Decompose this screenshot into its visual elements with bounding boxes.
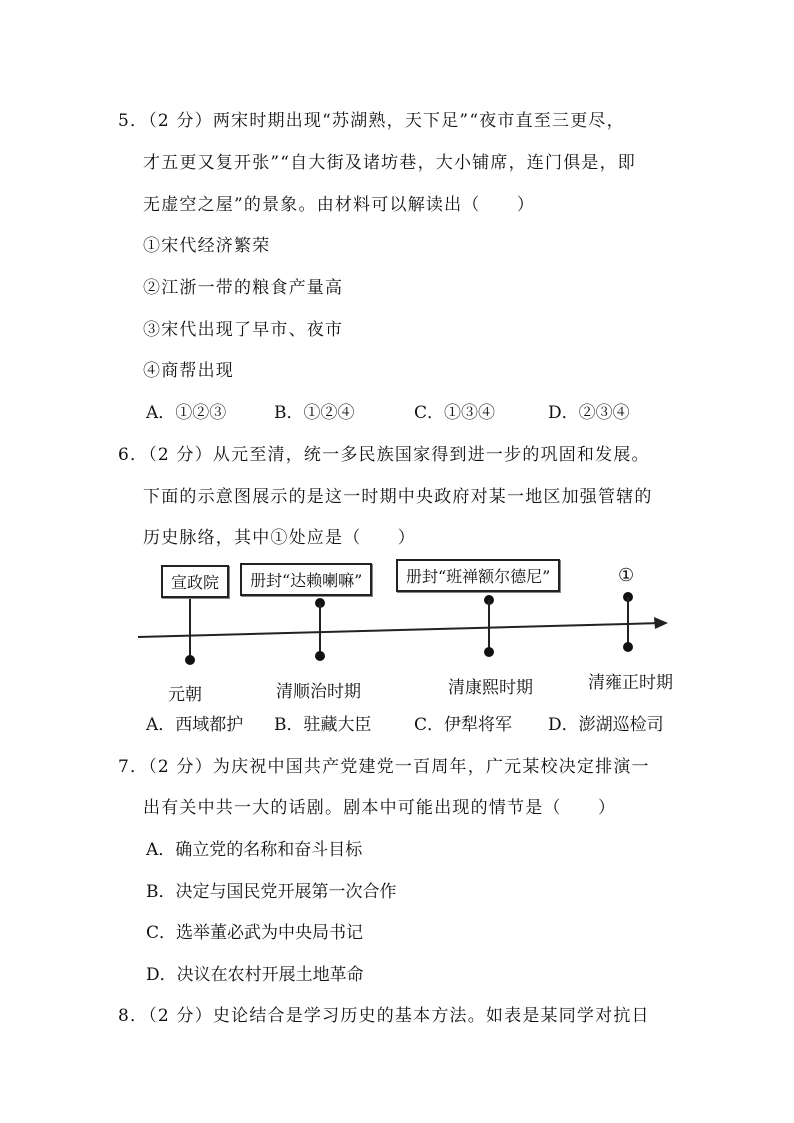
timeline-arrow-head [654,617,668,629]
q5-stem-line-2: 才五更又复开张”“自大街及诸坊巷，大小铺席，连门俱是，即 [143,153,636,173]
timeline-event-shunzhi: 册封“达赖喇嘛” [240,563,372,596]
q6-option-a[interactable]: A．西域都护 [146,715,244,735]
q7-stem-line-1: 7．（2 分）为庆祝中国共产党建党一百周年，广元某校决定排演一 [118,757,650,777]
timeline-event-kangxi: 册封“班禅额尔德尼” [396,559,560,592]
timeline-dot-kangxi [484,647,494,657]
timeline-dot-yuan [185,655,195,665]
q5-stem-line-3: 无虚空之屋”的景象。由材料可以解读出（ ） [143,195,536,215]
q7-option-b[interactable]: B．决定与国民党开展第一次合作 [146,882,397,902]
q6-stem-line-2: 下面的示意图展示的是这一时期中央政府对某一地区加强管辖的 [143,487,653,507]
q7-option-d[interactable]: D．决议在农村开展土地革命 [146,965,364,985]
q6-option-d[interactable]: D．澎湖巡检司 [548,715,664,735]
q5-item-2: ②江浙一带的粮食产量高 [143,278,344,298]
q5-option-c[interactable]: C．①③④ [414,403,496,423]
q7-option-c[interactable]: C．选举董必武为中央局书记 [146,923,364,943]
timeline-event-unknown: ① [618,565,635,586]
timeline-dot-shunzhi [315,651,325,661]
timeline-period-shunzhi: 清顺治时期 [276,682,361,702]
q7-stem-line-2: 出有关中共一大的话剧。剧本中可能出现的情节是（ ） [143,798,617,818]
q5-stem-line-1: 5．（2 分）两宋时期出现“苏湖熟，天下足”“夜市直至三更尽， [118,111,625,131]
q6-stem-line-1: 6．（2 分）从元至清，统一多民族国家得到进一步的巩固和发展。 [118,445,650,465]
timeline-period-yuan: 元朝 [168,685,202,705]
q5-item-4: ④商帮出现 [143,361,234,381]
q5-item-1: ①宋代经济繁荣 [143,236,271,256]
q7-option-a[interactable]: A．确立党的名称和奋斗目标 [146,840,363,860]
q6-option-c[interactable]: C．伊犁将军 [414,715,513,735]
timeline-period-yongzheng: 清雍正时期 [588,673,673,693]
q5-option-b[interactable]: B．①②④ [274,403,355,423]
timeline-event-yuan: 宣政院 [161,565,229,598]
q5-option-d[interactable]: D．②③④ [548,403,630,423]
timeline-axis [138,623,662,637]
timeline-period-kangxi: 清康熙时期 [448,678,533,698]
q5-option-a[interactable]: A．①②③ [146,403,227,423]
q6-option-b[interactable]: B．驻藏大臣 [274,715,372,735]
q6-stem-line-3: 历史脉络，其中①处应是（ ） [143,528,416,548]
timeline-dot-yongzheng [623,642,633,652]
q5-item-3: ③宋代出现了早市、夜市 [143,320,344,340]
q8-stem-line-1: 8．（2 分）史论结合是学习历史的基本方法。如表是某同学对抗日 [118,1006,650,1026]
